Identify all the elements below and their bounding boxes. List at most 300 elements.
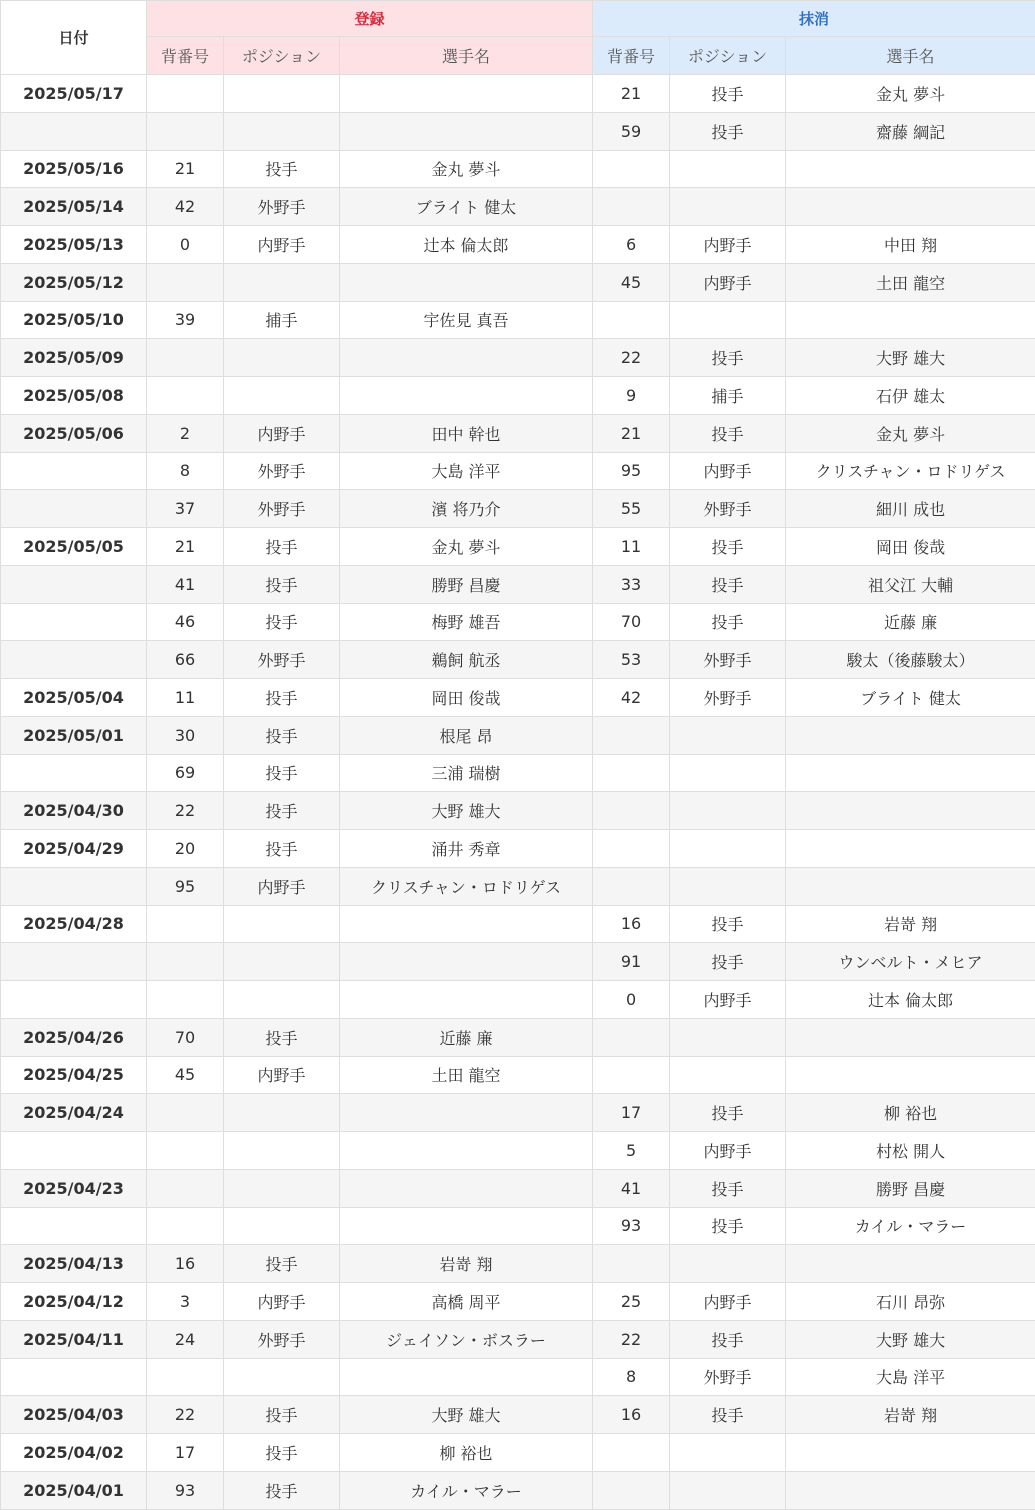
roster-moves-body bbox=[1, 75, 1035, 1510]
reg-position-cell: 内野手 bbox=[224, 226, 340, 264]
date-cell: 2025/05/04 bbox=[1, 679, 147, 717]
reg-player-cell: 金丸 夢斗 bbox=[340, 150, 593, 188]
table-row bbox=[1, 716, 1035, 754]
reg-position-cell bbox=[224, 943, 340, 981]
table-row bbox=[1, 112, 1035, 150]
del-number-cell: 25 bbox=[593, 1283, 670, 1321]
table-row bbox=[1, 754, 1035, 792]
del-position-cell bbox=[670, 188, 786, 226]
date-cell: 2025/04/29 bbox=[1, 830, 147, 868]
reg-position-cell: 投手 bbox=[224, 754, 340, 792]
del-player-cell: 金丸 夢斗 bbox=[786, 414, 1035, 452]
reg-player-cell bbox=[340, 981, 593, 1019]
table-row bbox=[1, 263, 1035, 301]
del-number-cell bbox=[593, 867, 670, 905]
del-number-cell bbox=[593, 1056, 670, 1094]
reg-position-cell: 外野手 bbox=[224, 490, 340, 528]
table-row bbox=[1, 1471, 1035, 1509]
reg-player-header: 選手名 bbox=[340, 37, 593, 75]
reg-position-cell bbox=[224, 263, 340, 301]
table-row bbox=[1, 1283, 1035, 1321]
reg-position-cell: 内野手 bbox=[224, 867, 340, 905]
date-cell: 2025/05/16 bbox=[1, 150, 147, 188]
del-position-cell bbox=[670, 716, 786, 754]
date-cell bbox=[1, 565, 147, 603]
del-number-cell: 95 bbox=[593, 452, 670, 490]
table-row bbox=[1, 1358, 1035, 1396]
reg-number-cell: 95 bbox=[147, 867, 224, 905]
reg-number-cell: 11 bbox=[147, 679, 224, 717]
table-row bbox=[1, 867, 1035, 905]
del-player-cell: 村松 開人 bbox=[786, 1132, 1035, 1170]
reg-position-cell: 投手 bbox=[224, 830, 340, 868]
reg-number-cell bbox=[147, 943, 224, 981]
reg-player-cell bbox=[340, 943, 593, 981]
table-row bbox=[1, 1094, 1035, 1132]
reg-position-cell: 内野手 bbox=[224, 1056, 340, 1094]
del-position-cell bbox=[670, 754, 786, 792]
table-row bbox=[1, 792, 1035, 830]
reg-player-cell bbox=[340, 263, 593, 301]
reg-number-cell bbox=[147, 981, 224, 1019]
del-position-cell: 投手 bbox=[670, 75, 786, 113]
reg-number-cell: 8 bbox=[147, 452, 224, 490]
del-number-cell: 41 bbox=[593, 1169, 670, 1207]
reg-position-cell: 外野手 bbox=[224, 1320, 340, 1358]
del-player-cell: 大野 雄大 bbox=[786, 1320, 1035, 1358]
del-number-cell: 33 bbox=[593, 565, 670, 603]
table-row bbox=[1, 377, 1035, 415]
del-position-cell: 投手 bbox=[670, 905, 786, 943]
reg-player-cell bbox=[340, 75, 593, 113]
reg-position-cell bbox=[224, 1358, 340, 1396]
date-cell: 2025/05/10 bbox=[1, 301, 147, 339]
table-row bbox=[1, 565, 1035, 603]
table-row bbox=[1, 1245, 1035, 1283]
del-player-cell: 岩嵜 翔 bbox=[786, 1396, 1035, 1434]
reg-number-cell: 0 bbox=[147, 226, 224, 264]
reg-position-cell: 投手 bbox=[224, 1396, 340, 1434]
date-cell bbox=[1, 490, 147, 528]
del-number-cell: 11 bbox=[593, 528, 670, 566]
reg-position-cell bbox=[224, 112, 340, 150]
del-player-cell: 中田 翔 bbox=[786, 226, 1035, 264]
date-cell: 2025/04/28 bbox=[1, 905, 147, 943]
date-cell: 2025/05/06 bbox=[1, 414, 147, 452]
reg-position-cell: 内野手 bbox=[224, 1283, 340, 1321]
reg-player-cell: 柳 裕也 bbox=[340, 1434, 593, 1472]
reg-number-cell bbox=[147, 377, 224, 415]
del-player-cell bbox=[786, 830, 1035, 868]
table-row bbox=[1, 679, 1035, 717]
del-player-cell: 大野 雄大 bbox=[786, 339, 1035, 377]
reg-player-cell bbox=[340, 377, 593, 415]
del-number-cell bbox=[593, 792, 670, 830]
del-player-cell: 辻本 倫太郎 bbox=[786, 981, 1035, 1019]
reg-number-cell: 69 bbox=[147, 754, 224, 792]
reg-player-cell: 田中 幹也 bbox=[340, 414, 593, 452]
reg-number-cell bbox=[147, 1207, 224, 1245]
reg-position-cell bbox=[224, 1169, 340, 1207]
table-row bbox=[1, 301, 1035, 339]
del-player-cell: 大島 洋平 bbox=[786, 1358, 1035, 1396]
table-row bbox=[1, 943, 1035, 981]
reg-player-cell bbox=[340, 1207, 593, 1245]
del-position-cell bbox=[670, 1245, 786, 1283]
reg-number-cell bbox=[147, 1169, 224, 1207]
reg-position-header: ポジション bbox=[224, 37, 340, 75]
table-row bbox=[1, 150, 1035, 188]
reg-player-cell: 岡田 俊哉 bbox=[340, 679, 593, 717]
date-cell: 2025/05/01 bbox=[1, 716, 147, 754]
reg-number-cell: 66 bbox=[147, 641, 224, 679]
reg-position-cell bbox=[224, 339, 340, 377]
reg-number-cell bbox=[147, 263, 224, 301]
del-number-cell: 55 bbox=[593, 490, 670, 528]
del-position-cell bbox=[670, 1434, 786, 1472]
reg-position-cell: 投手 bbox=[224, 150, 340, 188]
del-number-cell bbox=[593, 301, 670, 339]
date-cell: 2025/04/26 bbox=[1, 1018, 147, 1056]
table-row bbox=[1, 641, 1035, 679]
del-position-cell: 外野手 bbox=[670, 1358, 786, 1396]
del-number-cell bbox=[593, 1018, 670, 1056]
del-position-cell bbox=[670, 792, 786, 830]
reg-number-cell: 17 bbox=[147, 1434, 224, 1472]
del-player-cell: 金丸 夢斗 bbox=[786, 75, 1035, 113]
del-position-cell bbox=[670, 867, 786, 905]
reg-position-cell bbox=[224, 1094, 340, 1132]
table-row bbox=[1, 528, 1035, 566]
date-cell: 2025/05/05 bbox=[1, 528, 147, 566]
reg-number-cell: 30 bbox=[147, 716, 224, 754]
reg-player-cell: 金丸 夢斗 bbox=[340, 528, 593, 566]
del-player-cell: 岡田 俊哉 bbox=[786, 528, 1035, 566]
del-position-cell: 投手 bbox=[670, 1169, 786, 1207]
reg-player-cell bbox=[340, 1358, 593, 1396]
del-position-cell: 投手 bbox=[670, 1320, 786, 1358]
del-position-cell: 捕手 bbox=[670, 377, 786, 415]
del-player-cell bbox=[786, 716, 1035, 754]
del-position-cell bbox=[670, 1018, 786, 1056]
del-number-cell: 91 bbox=[593, 943, 670, 981]
del-player-cell: 柳 裕也 bbox=[786, 1094, 1035, 1132]
del-position-cell: 内野手 bbox=[670, 226, 786, 264]
del-player-cell: 駿太（後藤駿太） bbox=[786, 641, 1035, 679]
del-player-cell bbox=[786, 1018, 1035, 1056]
del-player-cell: 石伊 雄太 bbox=[786, 377, 1035, 415]
date-cell: 2025/04/13 bbox=[1, 1245, 147, 1283]
del-number-cell: 42 bbox=[593, 679, 670, 717]
reg-player-cell bbox=[340, 1132, 593, 1170]
reg-number-cell: 21 bbox=[147, 528, 224, 566]
del-player-cell bbox=[786, 867, 1035, 905]
del-player-cell: 細川 成也 bbox=[786, 490, 1035, 528]
del-position-cell: 外野手 bbox=[670, 490, 786, 528]
reg-player-cell: 大野 雄大 bbox=[340, 1396, 593, 1434]
del-position-cell: 内野手 bbox=[670, 452, 786, 490]
date-cell bbox=[1, 641, 147, 679]
reg-position-cell: 投手 bbox=[224, 603, 340, 641]
del-position-cell: 投手 bbox=[670, 528, 786, 566]
table-row bbox=[1, 981, 1035, 1019]
table-row bbox=[1, 1056, 1035, 1094]
date-cell bbox=[1, 867, 147, 905]
deregistration-group-header: 抹消 bbox=[593, 1, 1035, 37]
reg-number-cell: 93 bbox=[147, 1471, 224, 1509]
reg-position-cell bbox=[224, 1132, 340, 1170]
reg-position-cell: 外野手 bbox=[224, 452, 340, 490]
reg-player-cell: ブライト 健太 bbox=[340, 188, 593, 226]
reg-number-cell: 22 bbox=[147, 1396, 224, 1434]
del-player-cell bbox=[786, 1471, 1035, 1509]
del-position-cell: 投手 bbox=[670, 603, 786, 641]
reg-player-cell: カイル・マラー bbox=[340, 1471, 593, 1509]
del-player-header: 選手名 bbox=[786, 37, 1035, 75]
date-cell bbox=[1, 943, 147, 981]
reg-player-cell bbox=[340, 905, 593, 943]
del-position-cell bbox=[670, 830, 786, 868]
del-number-cell: 21 bbox=[593, 414, 670, 452]
reg-number-cell bbox=[147, 339, 224, 377]
del-position-cell bbox=[670, 1056, 786, 1094]
reg-number-cell bbox=[147, 905, 224, 943]
del-position-cell: 外野手 bbox=[670, 641, 786, 679]
table-row bbox=[1, 339, 1035, 377]
del-position-cell: 投手 bbox=[670, 943, 786, 981]
date-cell: 2025/04/12 bbox=[1, 1283, 147, 1321]
date-cell: 2025/04/25 bbox=[1, 1056, 147, 1094]
reg-position-cell bbox=[224, 981, 340, 1019]
reg-position-cell: 投手 bbox=[224, 528, 340, 566]
del-number-cell: 5 bbox=[593, 1132, 670, 1170]
del-position-cell: 内野手 bbox=[670, 981, 786, 1019]
table-row bbox=[1, 226, 1035, 264]
reg-player-cell: 根尾 昂 bbox=[340, 716, 593, 754]
del-number-cell: 8 bbox=[593, 1358, 670, 1396]
reg-player-cell bbox=[340, 1169, 593, 1207]
date-cell bbox=[1, 981, 147, 1019]
reg-position-cell: 投手 bbox=[224, 565, 340, 603]
reg-number-cell bbox=[147, 75, 224, 113]
reg-position-cell: 捕手 bbox=[224, 301, 340, 339]
del-number-cell: 45 bbox=[593, 263, 670, 301]
del-number-cell: 17 bbox=[593, 1094, 670, 1132]
del-number-header: 背番号 bbox=[593, 37, 670, 75]
del-number-cell: 22 bbox=[593, 339, 670, 377]
date-cell: 2025/05/14 bbox=[1, 188, 147, 226]
date-cell: 2025/05/09 bbox=[1, 339, 147, 377]
reg-number-cell: 42 bbox=[147, 188, 224, 226]
date-cell bbox=[1, 754, 147, 792]
reg-number-cell bbox=[147, 112, 224, 150]
del-player-cell: カイル・マラー bbox=[786, 1207, 1035, 1245]
reg-number-cell: 41 bbox=[147, 565, 224, 603]
del-player-cell bbox=[786, 150, 1035, 188]
del-position-cell: 投手 bbox=[670, 112, 786, 150]
del-player-cell bbox=[786, 754, 1035, 792]
del-position-cell: 投手 bbox=[670, 1396, 786, 1434]
del-position-cell: 内野手 bbox=[670, 1132, 786, 1170]
reg-player-cell: 涌井 秀章 bbox=[340, 830, 593, 868]
del-number-cell: 6 bbox=[593, 226, 670, 264]
reg-player-cell: 近藤 廉 bbox=[340, 1018, 593, 1056]
reg-player-cell: 大野 雄大 bbox=[340, 792, 593, 830]
reg-player-cell bbox=[340, 1094, 593, 1132]
reg-player-cell: 三浦 瑞樹 bbox=[340, 754, 593, 792]
reg-player-cell: 高橋 周平 bbox=[340, 1283, 593, 1321]
reg-number-cell: 22 bbox=[147, 792, 224, 830]
date-cell: 2025/05/13 bbox=[1, 226, 147, 264]
del-number-cell bbox=[593, 830, 670, 868]
del-number-cell: 0 bbox=[593, 981, 670, 1019]
reg-player-cell: 鵜飼 航丞 bbox=[340, 641, 593, 679]
del-position-cell: 内野手 bbox=[670, 263, 786, 301]
date-cell bbox=[1, 452, 147, 490]
reg-position-cell bbox=[224, 377, 340, 415]
date-cell: 2025/04/11 bbox=[1, 1320, 147, 1358]
reg-number-cell: 70 bbox=[147, 1018, 224, 1056]
date-column-header: 日付 bbox=[1, 1, 147, 75]
reg-player-cell: 宇佐見 真吾 bbox=[340, 301, 593, 339]
date-cell bbox=[1, 603, 147, 641]
table-row bbox=[1, 490, 1035, 528]
date-cell: 2025/05/17 bbox=[1, 75, 147, 113]
del-number-cell: 22 bbox=[593, 1320, 670, 1358]
reg-position-cell: 投手 bbox=[224, 679, 340, 717]
del-number-cell bbox=[593, 188, 670, 226]
reg-player-cell bbox=[340, 112, 593, 150]
table-row bbox=[1, 1018, 1035, 1056]
date-cell: 2025/04/24 bbox=[1, 1094, 147, 1132]
table-row bbox=[1, 905, 1035, 943]
date-cell: 2025/05/08 bbox=[1, 377, 147, 415]
reg-position-cell bbox=[224, 905, 340, 943]
reg-position-cell: 投手 bbox=[224, 716, 340, 754]
date-cell bbox=[1, 1132, 147, 1170]
del-player-cell: 石川 昂弥 bbox=[786, 1283, 1035, 1321]
registration-group-header: 登録 bbox=[147, 1, 593, 37]
reg-player-cell: 濱 将乃介 bbox=[340, 490, 593, 528]
date-cell: 2025/04/01 bbox=[1, 1471, 147, 1509]
del-position-cell: 投手 bbox=[670, 414, 786, 452]
table-row bbox=[1, 452, 1035, 490]
del-number-cell: 70 bbox=[593, 603, 670, 641]
reg-position-cell: 外野手 bbox=[224, 641, 340, 679]
reg-player-cell: 梅野 雄吾 bbox=[340, 603, 593, 641]
date-cell: 2025/05/12 bbox=[1, 263, 147, 301]
del-number-cell: 53 bbox=[593, 641, 670, 679]
date-cell: 2025/04/02 bbox=[1, 1434, 147, 1472]
table-row bbox=[1, 1434, 1035, 1472]
reg-number-cell bbox=[147, 1132, 224, 1170]
reg-number-cell: 39 bbox=[147, 301, 224, 339]
reg-number-cell: 16 bbox=[147, 1245, 224, 1283]
reg-position-cell: 投手 bbox=[224, 1434, 340, 1472]
table-row bbox=[1, 830, 1035, 868]
del-player-cell bbox=[786, 1245, 1035, 1283]
del-number-cell bbox=[593, 1245, 670, 1283]
del-number-cell: 16 bbox=[593, 905, 670, 943]
reg-position-cell: 投手 bbox=[224, 1245, 340, 1283]
table-row bbox=[1, 603, 1035, 641]
reg-position-cell: 投手 bbox=[224, 792, 340, 830]
del-number-cell: 59 bbox=[593, 112, 670, 150]
del-position-header: ポジション bbox=[670, 37, 786, 75]
reg-number-cell: 21 bbox=[147, 150, 224, 188]
reg-number-cell: 37 bbox=[147, 490, 224, 528]
reg-player-cell: クリスチャン・ロドリゲス bbox=[340, 867, 593, 905]
date-cell bbox=[1, 1207, 147, 1245]
del-number-cell: 93 bbox=[593, 1207, 670, 1245]
reg-number-cell: 24 bbox=[147, 1320, 224, 1358]
date-cell: 2025/04/03 bbox=[1, 1396, 147, 1434]
del-position-cell bbox=[670, 150, 786, 188]
del-number-cell: 16 bbox=[593, 1396, 670, 1434]
del-position-cell: 内野手 bbox=[670, 1283, 786, 1321]
table-row bbox=[1, 75, 1035, 113]
del-number-cell bbox=[593, 754, 670, 792]
reg-player-cell: 勝野 昌慶 bbox=[340, 565, 593, 603]
del-number-cell bbox=[593, 1434, 670, 1472]
reg-position-cell: 外野手 bbox=[224, 188, 340, 226]
table-row bbox=[1, 1396, 1035, 1434]
del-position-cell: 外野手 bbox=[670, 679, 786, 717]
table-row bbox=[1, 1207, 1035, 1245]
del-number-cell: 21 bbox=[593, 75, 670, 113]
del-player-cell bbox=[786, 301, 1035, 339]
reg-player-cell bbox=[340, 339, 593, 377]
reg-player-cell: ジェイソン・ボスラー bbox=[340, 1320, 593, 1358]
del-player-cell: ウンベルト・メヒア bbox=[786, 943, 1035, 981]
reg-number-cell: 2 bbox=[147, 414, 224, 452]
reg-position-cell: 投手 bbox=[224, 1471, 340, 1509]
reg-number-cell: 46 bbox=[147, 603, 224, 641]
del-player-cell: 祖父江 大輔 bbox=[786, 565, 1035, 603]
del-position-cell: 投手 bbox=[670, 1094, 786, 1132]
reg-number-cell bbox=[147, 1358, 224, 1396]
reg-player-cell: 大島 洋平 bbox=[340, 452, 593, 490]
reg-number-cell: 3 bbox=[147, 1283, 224, 1321]
reg-position-cell: 内野手 bbox=[224, 414, 340, 452]
reg-number-header: 背番号 bbox=[147, 37, 224, 75]
reg-number-cell: 45 bbox=[147, 1056, 224, 1094]
del-player-cell: 土田 龍空 bbox=[786, 263, 1035, 301]
reg-position-cell bbox=[224, 1207, 340, 1245]
del-position-cell: 投手 bbox=[670, 1207, 786, 1245]
del-position-cell bbox=[670, 301, 786, 339]
del-position-cell bbox=[670, 1471, 786, 1509]
del-player-cell: 岩嵜 翔 bbox=[786, 905, 1035, 943]
reg-position-cell bbox=[224, 75, 340, 113]
reg-position-cell: 投手 bbox=[224, 1018, 340, 1056]
del-player-cell bbox=[786, 188, 1035, 226]
del-player-cell bbox=[786, 1056, 1035, 1094]
table-row bbox=[1, 1132, 1035, 1170]
del-player-cell: 齋藤 綱記 bbox=[786, 112, 1035, 150]
del-number-cell: 9 bbox=[593, 377, 670, 415]
del-player-cell bbox=[786, 792, 1035, 830]
del-number-cell bbox=[593, 150, 670, 188]
table-row bbox=[1, 1320, 1035, 1358]
del-number-cell bbox=[593, 716, 670, 754]
del-player-cell: クリスチャン・ロドリゲス bbox=[786, 452, 1035, 490]
del-player-cell: 勝野 昌慶 bbox=[786, 1169, 1035, 1207]
del-player-cell: 近藤 廉 bbox=[786, 603, 1035, 641]
table-row bbox=[1, 188, 1035, 226]
reg-player-cell: 岩嵜 翔 bbox=[340, 1245, 593, 1283]
reg-player-cell: 土田 龍空 bbox=[340, 1056, 593, 1094]
